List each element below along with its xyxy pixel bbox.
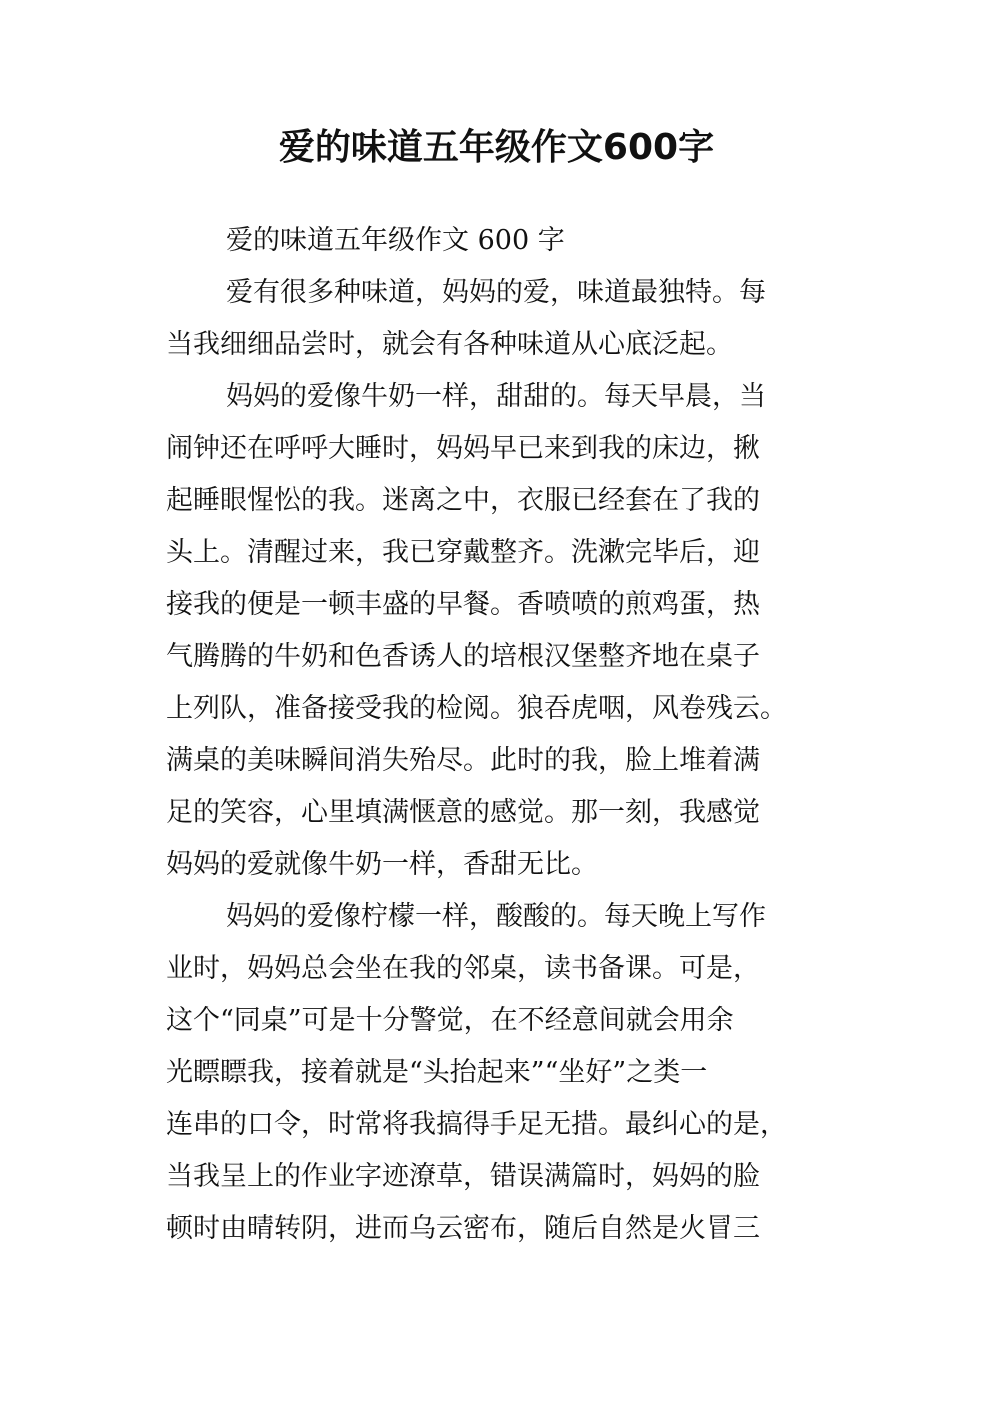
text-line-17: 光瞟瞟我，接着就是“头抬起来”“坐好”之类一 xyxy=(166,1057,708,1088)
text-line-9: 气腾腾的牛奶和色香诱人的培根汉堡整齐地在桌子 xyxy=(166,641,760,672)
text-line-5: 闹钟还在呼呼大睡时，妈妈早已来到我的床边，揪 xyxy=(166,433,760,464)
text-line-18: 连串的口令，时常将我搞得手足无措。最纠心的是， xyxy=(166,1109,787,1140)
text-line-19: 当我呈上的作业字迹潦草，错误满篇时，妈妈的脸 xyxy=(166,1161,760,1192)
text-line-10: 上列队，准备接受我的检阅。狼吞虎咽，风卷残云。 xyxy=(166,693,787,724)
text-line-6: 起睡眼惺忪的我。迷离之中，衣服已经套在了我的 xyxy=(166,485,760,516)
text-line-11: 满桌的美味瞬间消失殆尽。此时的我，脸上堆着满 xyxy=(166,745,760,776)
text-line-1: 爱的味道五年级作文 600 字 xyxy=(226,225,565,256)
document-title: 爱的味道五年级作文600字 xyxy=(278,127,715,168)
text-line-7: 头上。清醒过来，我已穿戴整齐。洗漱完毕后，迎 xyxy=(166,537,760,568)
text-line-16: 这个“同桌”可是十分警觉，在不经意间就会用余 xyxy=(166,1005,734,1036)
text-line-2: 爱有很多种味道，妈妈的爱，味道最独特。每 xyxy=(226,277,766,308)
text-line-8: 接我的便是一顿丰盛的早餐。香喷喷的煎鸡蛋，热 xyxy=(166,589,760,620)
text-line-20: 顿时由晴转阴，进而乌云密布，随后自然是火冒三 xyxy=(166,1213,760,1244)
text-line-4: 妈妈的爱像牛奶一样，甜甜的。每天早晨，当 xyxy=(226,381,766,412)
text-line-14: 妈妈的爱像柠檬一样，酸酸的。每天晚上写作 xyxy=(226,901,766,932)
document-body xyxy=(166,215,832,1255)
text-line-13: 妈妈的爱就像牛奶一样，香甜无比。 xyxy=(166,849,598,880)
text-line-15: 业时，妈妈总会坐在我的邻桌，读书备课。可是， xyxy=(166,953,760,984)
text-line-12: 足的笑容，心里填满惬意的感觉。那一刻，我感觉 xyxy=(166,797,760,828)
text-line-3: 当我细细品尝时，就会有各种味道从心底泛起。 xyxy=(166,329,733,360)
